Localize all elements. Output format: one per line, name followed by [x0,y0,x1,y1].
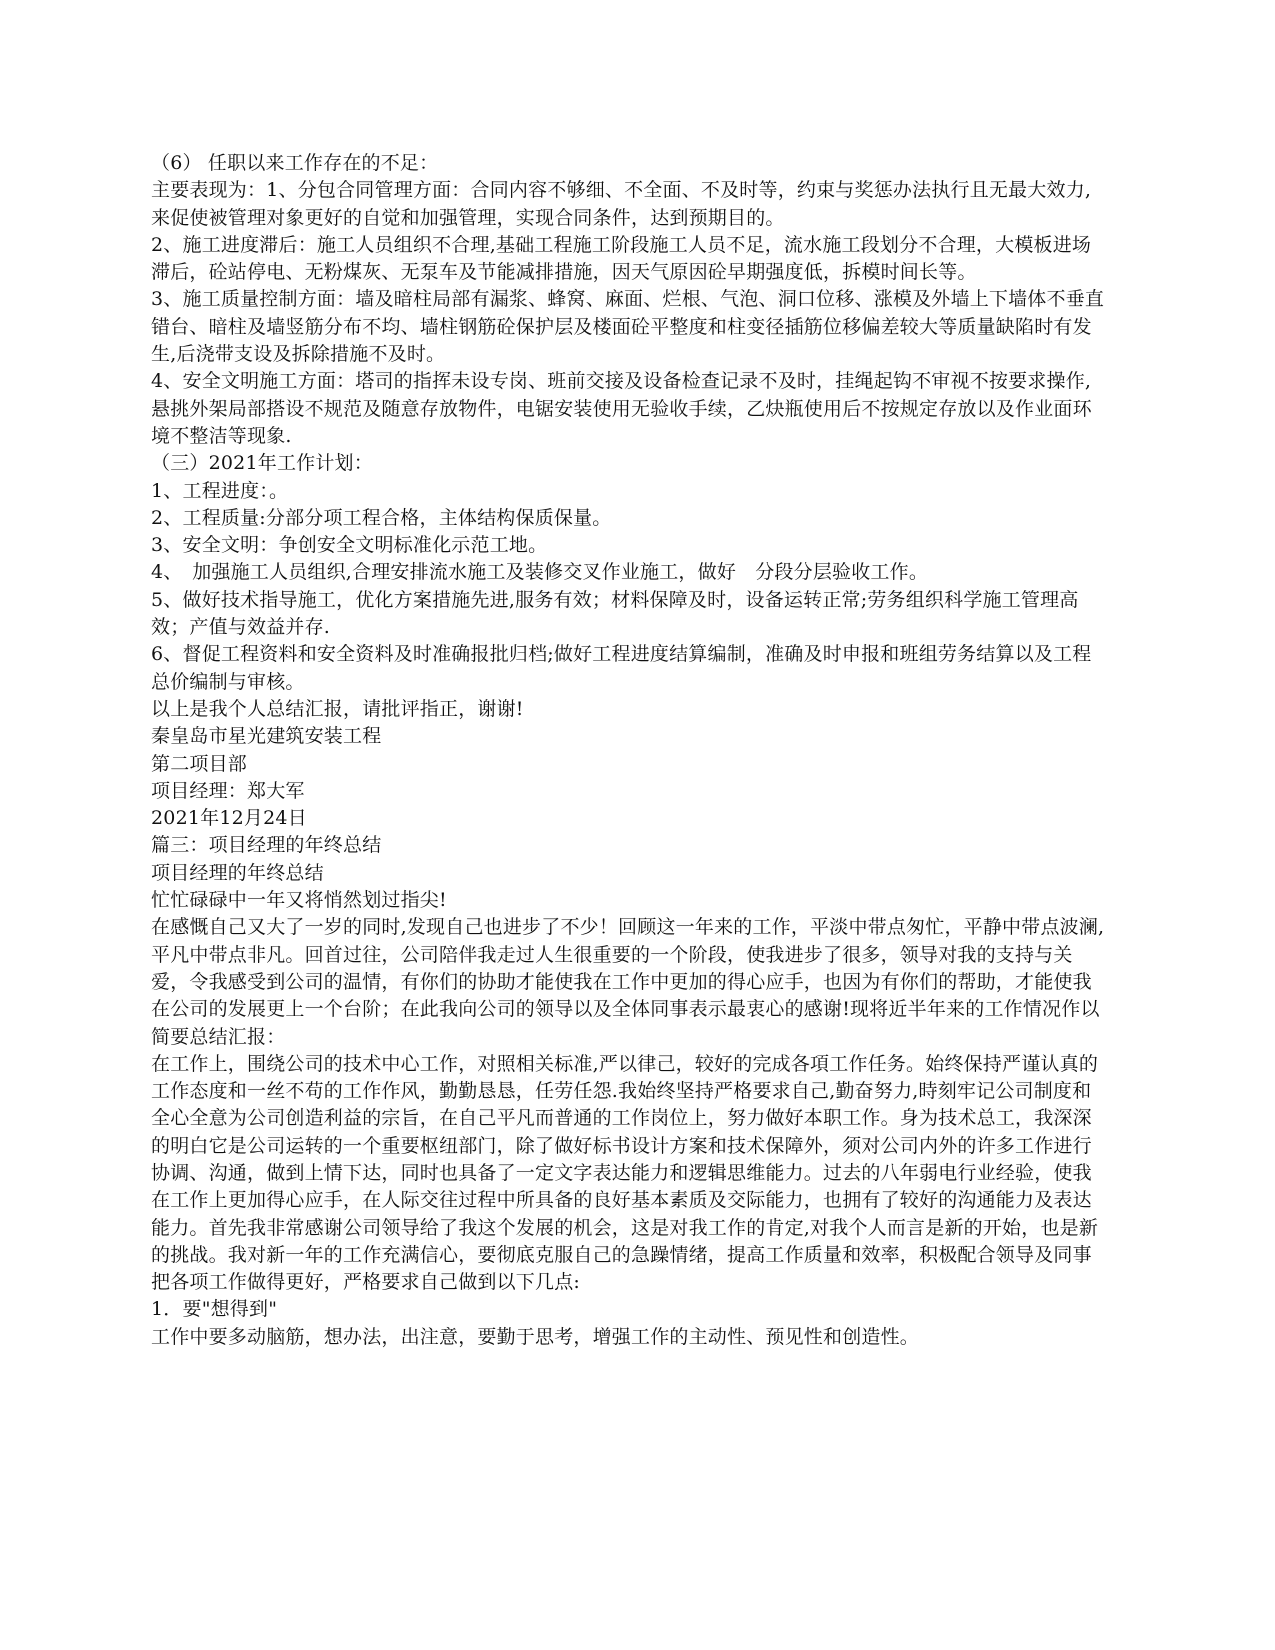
paragraph: 3、施工质量控制方面：墙及暗柱局部有漏浆、蜂窝、麻面、烂根、气泡、洞口位移、涨模及外墙上下墙体不垂直错台、暗柱及墙竖筋分布不均、墙柱钢筋砼保护层及楼面砼平整度和柱变径插筋位移偏差较大等质量缺陷时有发生,后浇带支设及拆除措施不及时。 [151,288,1105,366]
paragraph: 主要表现为：1、分包合同管理方面：合同内容不够细、不全面、不及时等，约束与奖惩办法执行且无最大效力,来促使被管理对象更好的自觉和加强管理，实现合同条件，达到预期目的。 [151,179,1092,229]
article-heading: 篇三：项目经理的年终总结 [151,834,382,857]
date-line: 2021年12月24日 [151,807,307,830]
paragraph: 忙忙碌碌中一年又将悄然划过指尖! [151,889,447,912]
list-item: 1．要"想得到" [151,1298,278,1321]
paragraph: 4、安全文明施工方面：塔司的指挥未设专岗、班前交接及设备检查记录不及时，挂绳起钩不审视不按要求操作,悬挑外架局部搭设不规范及随意存放物件，电锯安装使用无验收手续，乙炔瓶使用后不按规定存放以及作业面环境不整洁等现象. [151,370,1092,447]
list-item: 3、安全文明：争创安全文明标准化示范工地。 [151,534,548,557]
article-title: 项目经理的年终总结 [151,861,324,884]
company-name: 秦皇岛市星光建筑安装工程 [151,725,382,748]
list-item: 2、工程质量:分部分项工程合格，主体结构保质保量。 [151,506,612,529]
section-heading-shortcomings: （6） 任职以来工作存在的不足： [151,152,439,174]
closing-line: 以上是我个人总结汇报，请批评指正，谢谢! [151,697,524,720]
list-item: 4、 加强施工人员组织,合理安排流水施工及装修交叉作业施工，做好 分段分层验收工作。 [151,561,929,584]
list-item: 6、督促工程资料和安全资料及时准确报批归档;做好工程进度结算编制，准确及时申报和班组劳务结算以及工程总价编制与审核。 [151,643,1092,693]
document-body [151,150,1106,1351]
section-heading-plan: （三）2021年工作计划： [151,452,373,475]
paragraph: 工作中要多动脑筋，想办法，出注意，要勤于思考，增强工作的主动性、预见性和创造性。 [151,1325,920,1348]
list-item: 5、做好技术指导施工，优化方案措施先进,服务有效；材料保障及时，设备运转正常;劳务组织科学施工管理高效；产值与效益并存. [151,588,1079,639]
list-item: 1、工程进度：。 [151,479,289,502]
department-name: 第二项目部 [151,752,248,775]
signature-line: 项目经理：郑大军 [151,779,305,802]
paragraph: 在感慨自己又大了一岁的同时,发现自己也进步了不少！回顾这一年来的工作，平淡中带点匆忙，平静中带点波澜,平凡中带点非凡。回首过往，公司陪伴我走过人生很重要的一个阶段，使我进步了很多，领导对我的支持与关爱，令我感受到公司的温情，有你们的协助才能使我在工作中更加的得心应手，也因为有你们的帮助，才能使我在公司的发展更上一个台阶；在此我向公司的领导以及全体同事表示最衷心的感谢!现将近半年来的工作情况作以简要总结汇报： [151,916,1105,1048]
paragraph: 2、施工进度滞后：施工人员组织不合理,基础工程施工阶段施工人员不足，流水施工段划分不合理，大模板进场滞后，砼站停电、无粉煤灰、无泵车及节能减排措施，因天气原因砼早期强度低，拆模时间长等。 [151,233,1092,284]
paragraph: 在工作上，围绕公司的技术中心工作，对照相关标准,严以律己，较好的完成各項工作任务。始终保持严谨认真的工作态度和一丝不苟的工作作风，勤勤恳恳，任劳任怨.我始终坚持严格要求自己,勤奋努力,時刻牢记公司制度和全心全意为公司创造利益的宗旨，在自己平凡而普通的工作岗位上，努力做好本职工作。身为技术总工，我深深的明白它是公司运转的一个重要枢纽部门，除了做好标书设计方案和技术保障外，须对公司内外的许多工作进行协调、沟通，做到上情下达，同时也具备了一定文字表达能力和逻辑思维能力。过去的八年弱电行业经验，使我在工作上更加得心应手，在人际交往过程中所具备的良好基本素质及交际能力，也拥有了较好的沟通能力及表达能力。首先我非常感谢公司领导给了我这个发展的机会，这是对我工作的肯定,对我个人而言是新的开始，也是新的挑战。我对新一年的工作充满信心，要彻底克服自己的急躁情绪，提高工作质量和效率，积极配合领导及同事把各项工作做得更好，严格要求自己做到以下几点: [151,1052,1099,1294]
